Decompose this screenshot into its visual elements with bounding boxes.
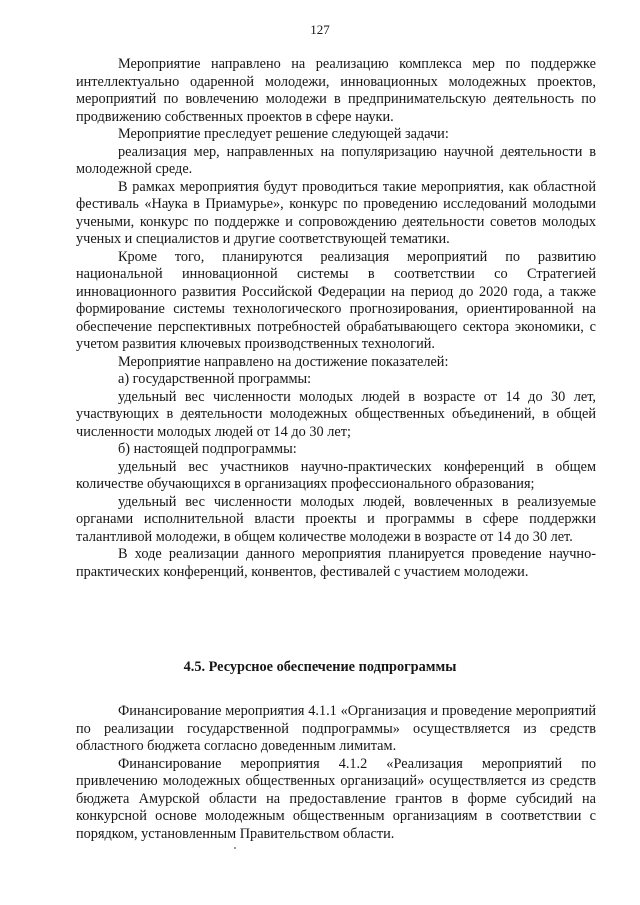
paragraph: удельный вес численности молодых людей в возрасте от 14 до 30 лет, участвующих в деятельности молодежных общественных объединений, в общей численности молодых людей от 14 до 30 лет; [76, 388, 596, 440]
paragraph: реализация мер, направленных на популяризацию научной деятельности в молодежной среде. [76, 143, 596, 177]
paragraph: а) государственной программы: [118, 371, 312, 387]
body-text [76, 56, 596, 581]
paragraph: удельный вес численности молодых людей, вовлеченных в реализуемые органами исполнительной власти проекты и программы в сфере поддержки талантливой молодежи, в общем количестве молодежи в возрасте от 14 до 30 лет. [76, 493, 596, 545]
paragraph: В рамках мероприятия будут проводиться такие мероприятия, как областной фестиваль «Наука в Приамурье», конкурс по проведению исследований молодыми учеными, конкурс по поддержке и сопровождению деятельности советов молодых ученых и специалистов и другие соответствующей тематики. [76, 178, 596, 247]
paragraph: Финансирование мероприятия 4.1.2 «Реализация мероприятий по привлечению молодежных общественных организаций» осуществляется из средств бюджета Амурской области на предоставление грантов в форме субсидий на конкурсной основе молодежным общественным организациям в соответствии с порядком, установленным Правительством области. [76, 755, 596, 842]
paragraph: Финансирование мероприятия 4.1.1 «Организация и проведение мероприятий по реализации государственной подпрограммы» осуществляется из средств областного бюджета согласно доведенным лимитам. [76, 703, 596, 754]
paragraph: В ходе реализации данного мероприятия планируется проведение научно-практических конференций, конвентов, фестивалей с участием молодежи. [76, 546, 596, 580]
paragraph: Мероприятие направлено на реализацию комплекса мер по поддержке интеллектуально одаренной молодежи, инновационных молодежных проектов, мероприятий по вовлечению молодежи в предпринимательскую деятельность по продвижению собственных проектов в сфере науки. [76, 56, 596, 125]
paragraph: удельный вес участников научно-практических конференций в общем количестве обучающихся в организациях профессионального образования; [76, 458, 596, 492]
paragraph: Кроме того, планируются реализация мероприятий по развитию национальной инновационной системы в соответствии со Стратегией инновационного развития Российской Федерации на период до 2020 года, а также формирование системы технологического прогнозирования, ориентированной на обеспечение перспективных потребностей обрабатывающего сектора экономики, с учетом развития ключевых производственных технологий. [76, 248, 596, 352]
paragraph: Мероприятие преследует решение следующей задачи: [118, 126, 449, 142]
section-body-text [76, 703, 596, 843]
page-number: 127 [310, 22, 330, 37]
paragraph: Мероприятие направлено на достижение показателей: [118, 353, 449, 370]
section-heading: 4.5. Ресурсное обеспечение подпрограммы [183, 659, 457, 675]
scan-speck [234, 847, 236, 849]
paragraph: б) настоящей подпрограммы: [118, 441, 297, 457]
